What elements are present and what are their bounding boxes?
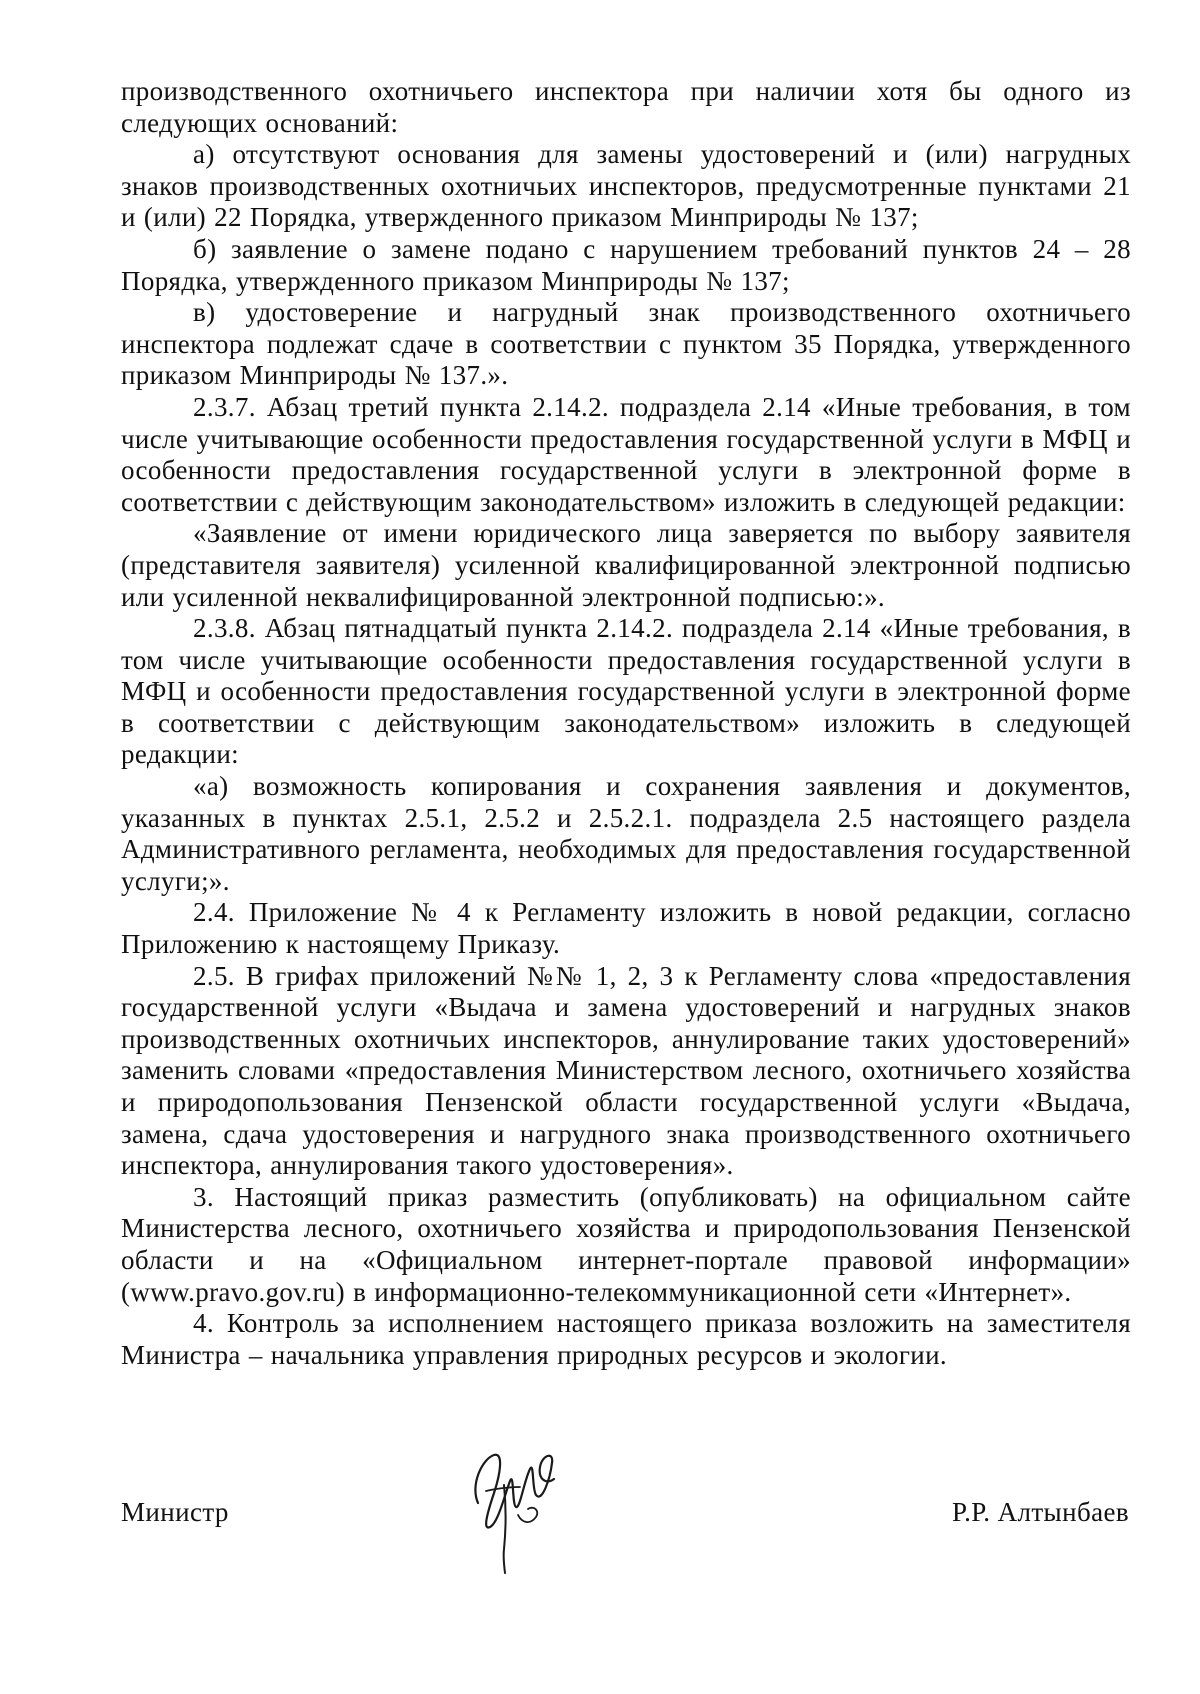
document-paragraph: «Заявление от имени юридического лица заверяется по выбору заявителя (представителя заявителя) усиленной квалифицированной электронной подписью или усиленной неквалифицированной электронной подписью:». bbox=[121, 518, 1131, 612]
document-paragraph: 2.3.7. Абзац третий пункта 2.14.2. подраздела 2.14 «Иные требования, в том числе учитывающие особенности предоставления государственной услуги в МФЦ и особенности предоставления государственной услуги в электронной форме в соответствии с действующим законодательством» изложить в следующей редакции: bbox=[121, 391, 1131, 517]
document-paragraph: «а) возможность копирования и сохранения заявления и документов, указанных в пунктах 2.5.1, 2.5.2 и 2.5.2.1. подраздела 2.5 настоящего раздела Административного регламента, необходимых для предоставления государственной услуги;». bbox=[121, 771, 1131, 896]
signature-block bbox=[121, 1445, 1131, 1585]
document-paragraph: 2.4. Приложение № 4 к Регламенту изложить в новой редакции, согласно Приложению к настоящему Приказу. bbox=[121, 897, 1131, 960]
signatory-title: Министр bbox=[121, 1497, 229, 1527]
document-paragraph: производственного охотничьего инспектора при наличии хотя бы одного из следующих оснований: bbox=[121, 76, 1131, 138]
document-paragraph: 2.3.8. Абзац пятнадцатый пункта 2.14.2. подраздела 2.14 «Иные требования, в том числе учитывающие особенности предоставления государственной услуги в МФЦ и особенности предоставления государственной услуги в электронной форме в соответствии с действующим законодательством» изложить в следующей редакции: bbox=[121, 613, 1131, 770]
document-paragraph: 4. Контроль за исполнением настоящего приказа возложить на заместителя Министра – начальника управления природных ресурсов и экологии. bbox=[121, 1308, 1131, 1370]
document-paragraph: б) заявление о замене подано с нарушением требований пунктов 24 – 28 Порядка, утвержденного приказом Минприроды № 137; bbox=[121, 233, 1131, 296]
signatory-name: Р.Р. Алтынбаев bbox=[952, 1497, 1129, 1527]
document-body bbox=[121, 76, 1131, 1371]
document-paragraph: в) удостоверение и нагрудный знак производственного охотничьего инспектора подлежат сдаче в соответствии с пунктом 35 Порядка, утвержденного приказом Минприроды № 137.». bbox=[121, 297, 1131, 391]
handwritten-signature bbox=[460, 1445, 570, 1575]
document-paragraph: а) отсутствуют основания для замены удостоверений и (или) нагрудных знаков производственных охотничьих инспекторов, предусмотренные пунктами 21 и (или) 22 Порядка, утвержденного приказом Минприроды № 137; bbox=[121, 139, 1131, 233]
document-paragraph: 3. Настоящий приказ разместить (опубликовать) на официальном сайте Министерства лесного, охотничьего хозяйства и природопользования Пензенской области и на «Официальном интернет-портале правовой информации» (www.pravo.gov.ru) в информационно-телекоммуникационной сети «Интернет». bbox=[121, 1181, 1131, 1307]
document-paragraph: 2.5. В грифах приложений №№ 1, 2, 3 к Регламенту слова «предоставления государственной услуги «Выдача и замена удостоверений и нагрудных знаков производственных охотничьих инспекторов, аннулирование таких удостоверений» заменить словами «предоставления Министерством лесного, охотничьего хозяйства и природопользования Пензенской области государственной услуги «Выдача, замена, сдача удостоверения и нагрудного знака производственного охотничьего инспектора, аннулирования такого удостоверения». bbox=[121, 960, 1131, 1181]
